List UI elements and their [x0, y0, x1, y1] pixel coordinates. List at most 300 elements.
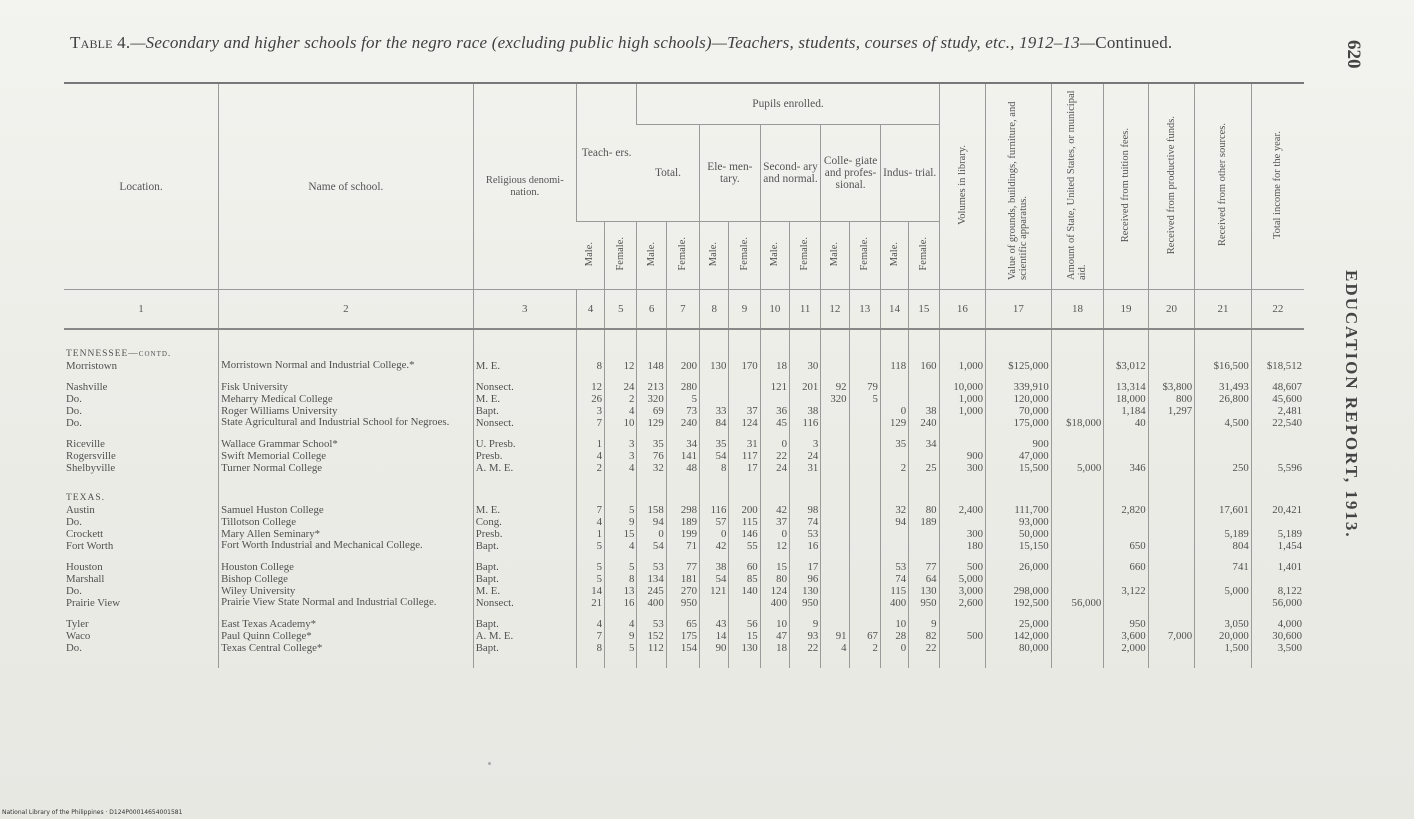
- value-cell: [909, 381, 939, 393]
- column-number: 8: [700, 290, 729, 330]
- empty-cell: [1195, 654, 1252, 668]
- value-cell: 7,000: [1148, 630, 1194, 642]
- value-cell: 74: [789, 516, 820, 528]
- value-cell: 45,600: [1251, 393, 1304, 405]
- location-cell: Waco: [66, 630, 91, 642]
- value-cell: 7: [576, 630, 604, 642]
- table-row: [64, 585, 1304, 597]
- value-cell: 245: [637, 585, 666, 597]
- location-cell: Do.: [66, 642, 82, 654]
- empty-cell: [473, 474, 576, 504]
- value-cell: 90: [700, 642, 729, 654]
- value-cell: 2,600: [939, 597, 985, 618]
- value-cell: 70,000: [986, 405, 1052, 417]
- header-female: Female.: [666, 222, 699, 290]
- value-cell: 9: [909, 618, 939, 630]
- header-female: Female.: [789, 222, 820, 290]
- school-name-cell: Turner Normal College: [219, 462, 474, 474]
- value-cell: 54: [700, 573, 729, 585]
- header-female: Female.: [849, 222, 880, 290]
- value-cell: [1051, 573, 1104, 585]
- value-cell: [1104, 528, 1148, 540]
- value-cell: $18,512: [1251, 360, 1304, 381]
- value-cell: 53: [637, 561, 666, 573]
- value-cell: [821, 405, 849, 417]
- empty-cell: [1251, 474, 1304, 504]
- school-name-cell: Fort Worth Industrial and Mechanical College.: [219, 540, 474, 561]
- empty-cell: [986, 329, 1052, 360]
- value-cell: 56,000: [1051, 597, 1104, 618]
- column-number: 2: [219, 290, 474, 330]
- school-name-cell: Bishop College: [219, 573, 474, 585]
- value-cell: 180: [939, 540, 985, 561]
- location-cell: Shelbyville: [66, 462, 116, 474]
- empty-cell: [1251, 654, 1304, 668]
- column-numbers-row: [64, 290, 1304, 330]
- value-cell: 130: [700, 360, 729, 381]
- table-title: [70, 33, 1310, 53]
- value-cell: 1,000: [939, 360, 985, 381]
- empty-cell: [576, 654, 604, 668]
- value-cell: [909, 450, 939, 462]
- value-cell: 116: [789, 417, 820, 438]
- empty-cell: [909, 474, 939, 504]
- value-cell: 67: [849, 630, 880, 642]
- value-cell: [821, 540, 849, 561]
- value-cell: 2: [880, 462, 908, 474]
- statistics-table: [64, 82, 1304, 668]
- table-row: [64, 642, 1304, 654]
- header-secondary: Second- ary and normal.: [760, 125, 821, 222]
- table-row: [64, 360, 1304, 381]
- value-cell: 500: [939, 561, 985, 573]
- location-cell: Rogersville: [66, 450, 116, 462]
- value-cell: 800: [1148, 393, 1194, 405]
- value-cell: 4: [576, 450, 604, 462]
- value-cell: [1148, 516, 1194, 528]
- value-cell: 76: [637, 450, 666, 462]
- value-cell: 18: [760, 360, 789, 381]
- value-cell: 25: [909, 462, 939, 474]
- empty-cell: [637, 329, 666, 360]
- header-teachers: Teach- ers.: [576, 83, 637, 222]
- empty-cell: [1195, 329, 1252, 360]
- table-row: [64, 516, 1304, 528]
- column-number: 19: [1104, 290, 1148, 330]
- value-cell: 8: [700, 462, 729, 474]
- value-cell: 5: [849, 393, 880, 405]
- value-cell: [700, 381, 729, 393]
- value-cell: 4: [605, 405, 637, 417]
- table-number: Table 4.: [70, 33, 131, 52]
- value-cell: 1: [576, 528, 604, 540]
- value-cell: 34: [666, 438, 699, 450]
- location-cell: Do.: [66, 393, 82, 405]
- value-cell: [1104, 516, 1148, 528]
- value-cell: [1195, 516, 1252, 528]
- value-cell: 98: [789, 504, 820, 516]
- value-cell: 4: [605, 618, 637, 630]
- empty-cell: [1148, 474, 1194, 504]
- value-cell: 4: [576, 516, 604, 528]
- value-cell: 298: [666, 504, 699, 516]
- value-cell: 43: [700, 618, 729, 630]
- school-name-cell: Swift Memorial College: [219, 450, 474, 462]
- location-cell: Crockett: [66, 528, 104, 540]
- school-name-cell: Tillotson College: [219, 516, 474, 528]
- value-cell: 17: [789, 561, 820, 573]
- school-name-cell: Meharry Medical College: [219, 393, 474, 405]
- value-cell: [1251, 573, 1304, 585]
- header-tuition: Received from tuition fees.: [1104, 83, 1148, 290]
- value-cell: [849, 540, 880, 561]
- value-cell: 3: [605, 450, 637, 462]
- value-cell: 660: [1104, 561, 1148, 573]
- value-cell: [849, 528, 880, 540]
- value-cell: [729, 597, 760, 618]
- value-cell: 71: [666, 540, 699, 561]
- empty-cell: [789, 329, 820, 360]
- empty-cell: [821, 474, 849, 504]
- value-cell: 741: [1195, 561, 1252, 573]
- header-male: Male.: [576, 222, 604, 290]
- value-cell: [1148, 618, 1194, 630]
- value-cell: 1,297: [1148, 405, 1194, 417]
- value-cell: [1051, 642, 1104, 654]
- value-cell: 17: [729, 462, 760, 474]
- table-row: [64, 540, 1304, 561]
- column-number: 17: [986, 290, 1052, 330]
- empty-cell: [986, 654, 1052, 668]
- school-name-cell: Texas Central College*: [219, 642, 474, 654]
- location-cell: Morristown: [66, 360, 117, 372]
- school-name-cell: Wallace Grammar School*: [219, 438, 474, 450]
- value-cell: [849, 573, 880, 585]
- value-cell: 4: [605, 540, 637, 561]
- value-cell: 5,189: [1251, 528, 1304, 540]
- value-cell: 91: [821, 630, 849, 642]
- value-cell: [821, 516, 849, 528]
- denomination-cell: A. M. E.: [473, 630, 576, 642]
- value-cell: [1195, 573, 1252, 585]
- value-cell: [880, 381, 908, 393]
- value-cell: 129: [637, 417, 666, 438]
- value-cell: 8: [605, 573, 637, 585]
- value-cell: 201: [789, 381, 820, 393]
- school-name-cell: Houston College: [219, 561, 474, 573]
- value-cell: 47: [760, 630, 789, 642]
- empty-cell: [605, 329, 637, 360]
- value-cell: [1148, 540, 1194, 561]
- column-number: 5: [605, 290, 637, 330]
- value-cell: 4: [605, 462, 637, 474]
- empty-cell: [1104, 329, 1148, 360]
- value-cell: 22: [760, 450, 789, 462]
- value-cell: [821, 438, 849, 450]
- value-cell: 9: [605, 630, 637, 642]
- value-cell: 339,910: [986, 381, 1052, 393]
- location-cell: Tyler: [66, 618, 89, 630]
- value-cell: [1051, 630, 1104, 642]
- value-cell: [939, 438, 985, 450]
- column-number: 10: [760, 290, 789, 330]
- value-cell: 141: [666, 450, 699, 462]
- value-cell: 900: [986, 438, 1052, 450]
- value-cell: 0: [700, 528, 729, 540]
- value-cell: 37: [760, 516, 789, 528]
- value-cell: [1195, 450, 1252, 462]
- table-row: [64, 450, 1304, 462]
- value-cell: [849, 504, 880, 516]
- value-cell: 804: [1195, 540, 1252, 561]
- header-male: Male.: [637, 222, 666, 290]
- value-cell: 2,481: [1251, 405, 1304, 417]
- value-cell: 53: [789, 528, 820, 540]
- value-cell: [1148, 438, 1194, 450]
- value-cell: [849, 561, 880, 573]
- location-cell: Prairie View: [66, 597, 121, 609]
- denomination-cell: Nonsect.: [473, 597, 576, 618]
- value-cell: 93: [789, 630, 820, 642]
- value-cell: 37: [729, 405, 760, 417]
- empty-cell: [637, 474, 666, 504]
- table-row: [64, 417, 1304, 438]
- denomination-cell: Presb.: [473, 528, 576, 540]
- value-cell: [1051, 528, 1104, 540]
- school-name-cell: East Texas Academy*: [219, 618, 474, 630]
- value-cell: 2: [576, 462, 604, 474]
- value-cell: 115: [880, 585, 908, 597]
- empty-cell: [880, 329, 908, 360]
- value-cell: [1051, 381, 1104, 393]
- empty-cell: [473, 654, 576, 668]
- table-caption: —Secondary and higher schools for the negro race (excluding public high schools)—Teachers, students, courses of study, etc., 1912–13—: [130, 33, 1096, 52]
- header-female: Female.: [605, 222, 637, 290]
- value-cell: [1195, 405, 1252, 417]
- empty-cell: [1051, 474, 1104, 504]
- value-cell: 115: [729, 516, 760, 528]
- value-cell: 65: [666, 618, 699, 630]
- header-industrial: Indus- trial.: [880, 125, 939, 222]
- table-row: [64, 573, 1304, 585]
- value-cell: 5: [605, 561, 637, 573]
- value-cell: 130: [729, 642, 760, 654]
- value-cell: [1148, 585, 1194, 597]
- value-cell: 35: [880, 438, 908, 450]
- column-number: 11: [789, 290, 820, 330]
- value-cell: 192,500: [986, 597, 1052, 618]
- empty-cell: [821, 654, 849, 668]
- value-cell: 16: [605, 597, 637, 618]
- value-cell: 10,000: [939, 381, 985, 393]
- state-heading: TENNESSEE—contd.: [66, 349, 172, 359]
- value-cell: [1051, 504, 1104, 516]
- value-cell: [909, 393, 939, 405]
- value-cell: 280: [666, 381, 699, 393]
- table-row: [64, 630, 1304, 642]
- empty-cell: [1148, 329, 1194, 360]
- value-cell: [821, 504, 849, 516]
- value-cell: 300: [939, 528, 985, 540]
- value-cell: [821, 360, 849, 381]
- value-cell: [880, 393, 908, 405]
- value-cell: 142,000: [986, 630, 1052, 642]
- value-cell: [1148, 450, 1194, 462]
- value-cell: 73: [666, 405, 699, 417]
- denomination-cell: Bapt.: [473, 618, 576, 630]
- value-cell: 121: [700, 585, 729, 597]
- empty-cell: [986, 474, 1052, 504]
- value-cell: 36: [760, 405, 789, 417]
- value-cell: 54: [637, 540, 666, 561]
- value-cell: 12: [576, 381, 604, 393]
- value-cell: 5: [605, 504, 637, 516]
- header-denomination: Religious denomi- nation.: [473, 83, 576, 290]
- value-cell: [1148, 528, 1194, 540]
- empty-cell: [700, 474, 729, 504]
- value-cell: 15,150: [986, 540, 1052, 561]
- value-cell: 120,000: [986, 393, 1052, 405]
- value-cell: 8,122: [1251, 585, 1304, 597]
- value-cell: 5: [666, 393, 699, 405]
- value-cell: 118: [880, 360, 908, 381]
- value-cell: 189: [909, 516, 939, 528]
- value-cell: 8: [576, 642, 604, 654]
- value-cell: 3: [605, 438, 637, 450]
- empty-cell: [637, 654, 666, 668]
- value-cell: 60: [729, 561, 760, 573]
- column-number: 16: [939, 290, 985, 330]
- value-cell: 170: [729, 360, 760, 381]
- value-cell: 124: [760, 585, 789, 597]
- value-cell: [789, 393, 820, 405]
- value-cell: 4: [821, 642, 849, 654]
- value-cell: [1051, 516, 1104, 528]
- value-cell: 20,421: [1251, 504, 1304, 516]
- value-cell: 0: [880, 405, 908, 417]
- school-name-cell: Paul Quinn College*: [219, 630, 474, 642]
- value-cell: 53: [637, 618, 666, 630]
- value-cell: $16,500: [1195, 360, 1252, 381]
- value-cell: 55: [729, 540, 760, 561]
- denomination-cell: Bapt.: [473, 573, 576, 585]
- table-row: [64, 528, 1304, 540]
- table-body: [64, 329, 1304, 668]
- value-cell: 14: [700, 630, 729, 642]
- value-cell: [700, 393, 729, 405]
- column-number: 4: [576, 290, 604, 330]
- table-row: [64, 381, 1304, 393]
- empty-cell: [666, 474, 699, 504]
- value-cell: 15: [760, 561, 789, 573]
- value-cell: 129: [880, 417, 908, 438]
- header-total-income: Total income for the year.: [1251, 83, 1304, 290]
- value-cell: [909, 540, 939, 561]
- value-cell: [1148, 573, 1194, 585]
- value-cell: [939, 618, 985, 630]
- value-cell: [849, 618, 880, 630]
- table-caption-suffix: Continued.: [1095, 33, 1173, 52]
- value-cell: 42: [700, 540, 729, 561]
- value-cell: 1,500: [1195, 642, 1252, 654]
- value-cell: 152: [637, 630, 666, 642]
- value-cell: 3,600: [1104, 630, 1148, 642]
- value-cell: 45: [760, 417, 789, 438]
- value-cell: 21: [576, 597, 604, 618]
- value-cell: [880, 528, 908, 540]
- value-cell: 35: [637, 438, 666, 450]
- value-cell: 158: [637, 504, 666, 516]
- column-number: 12: [821, 290, 849, 330]
- value-cell: 3: [789, 438, 820, 450]
- value-cell: 5: [576, 561, 604, 573]
- value-cell: 112: [637, 642, 666, 654]
- value-cell: 7: [576, 504, 604, 516]
- value-cell: 48,607: [1251, 381, 1304, 393]
- column-number: 6: [637, 290, 666, 330]
- value-cell: [1051, 438, 1104, 450]
- value-cell: 5,000: [1195, 585, 1252, 597]
- value-cell: 124: [729, 417, 760, 438]
- empty-cell: [1148, 654, 1194, 668]
- empty-cell: [939, 474, 985, 504]
- value-cell: 31: [729, 438, 760, 450]
- empty-cell: [760, 654, 789, 668]
- value-cell: 12: [605, 360, 637, 381]
- value-cell: [821, 561, 849, 573]
- value-cell: 650: [1104, 540, 1148, 561]
- value-cell: [1104, 450, 1148, 462]
- value-cell: [1195, 438, 1252, 450]
- value-cell: 40: [1104, 417, 1148, 438]
- empty-cell: [700, 329, 729, 360]
- empty-cell: [700, 654, 729, 668]
- table-row: [64, 405, 1304, 417]
- value-cell: 181: [666, 573, 699, 585]
- filler-row: [64, 654, 1304, 668]
- value-cell: 320: [821, 393, 849, 405]
- header-other: Received from other sources.: [1195, 83, 1252, 290]
- value-cell: 24: [605, 381, 637, 393]
- column-number: 21: [1195, 290, 1252, 330]
- value-cell: [729, 393, 760, 405]
- value-cell: 1,000: [939, 393, 985, 405]
- value-cell: [880, 540, 908, 561]
- empty-cell: [64, 654, 219, 668]
- value-cell: 3,122: [1104, 585, 1148, 597]
- denomination-cell: M. E.: [473, 393, 576, 405]
- empty-cell: [1104, 474, 1148, 504]
- table-row: [64, 597, 1304, 618]
- location-cell: Nashville: [66, 381, 108, 393]
- value-cell: 1,454: [1251, 540, 1304, 561]
- value-cell: 1,401: [1251, 561, 1304, 573]
- value-cell: [821, 417, 849, 438]
- empty-cell: [849, 474, 880, 504]
- value-cell: 53: [880, 561, 908, 573]
- value-cell: 38: [909, 405, 939, 417]
- value-cell: $3,012: [1104, 360, 1148, 381]
- print-speck: [488, 762, 491, 765]
- value-cell: 4: [576, 618, 604, 630]
- value-cell: 250: [1195, 462, 1252, 474]
- value-cell: 140: [729, 585, 760, 597]
- page-number: 620: [1343, 40, 1364, 69]
- value-cell: 2,000: [1104, 642, 1148, 654]
- value-cell: 5,000: [1051, 462, 1104, 474]
- value-cell: [1104, 438, 1148, 450]
- column-number: 1: [64, 290, 219, 330]
